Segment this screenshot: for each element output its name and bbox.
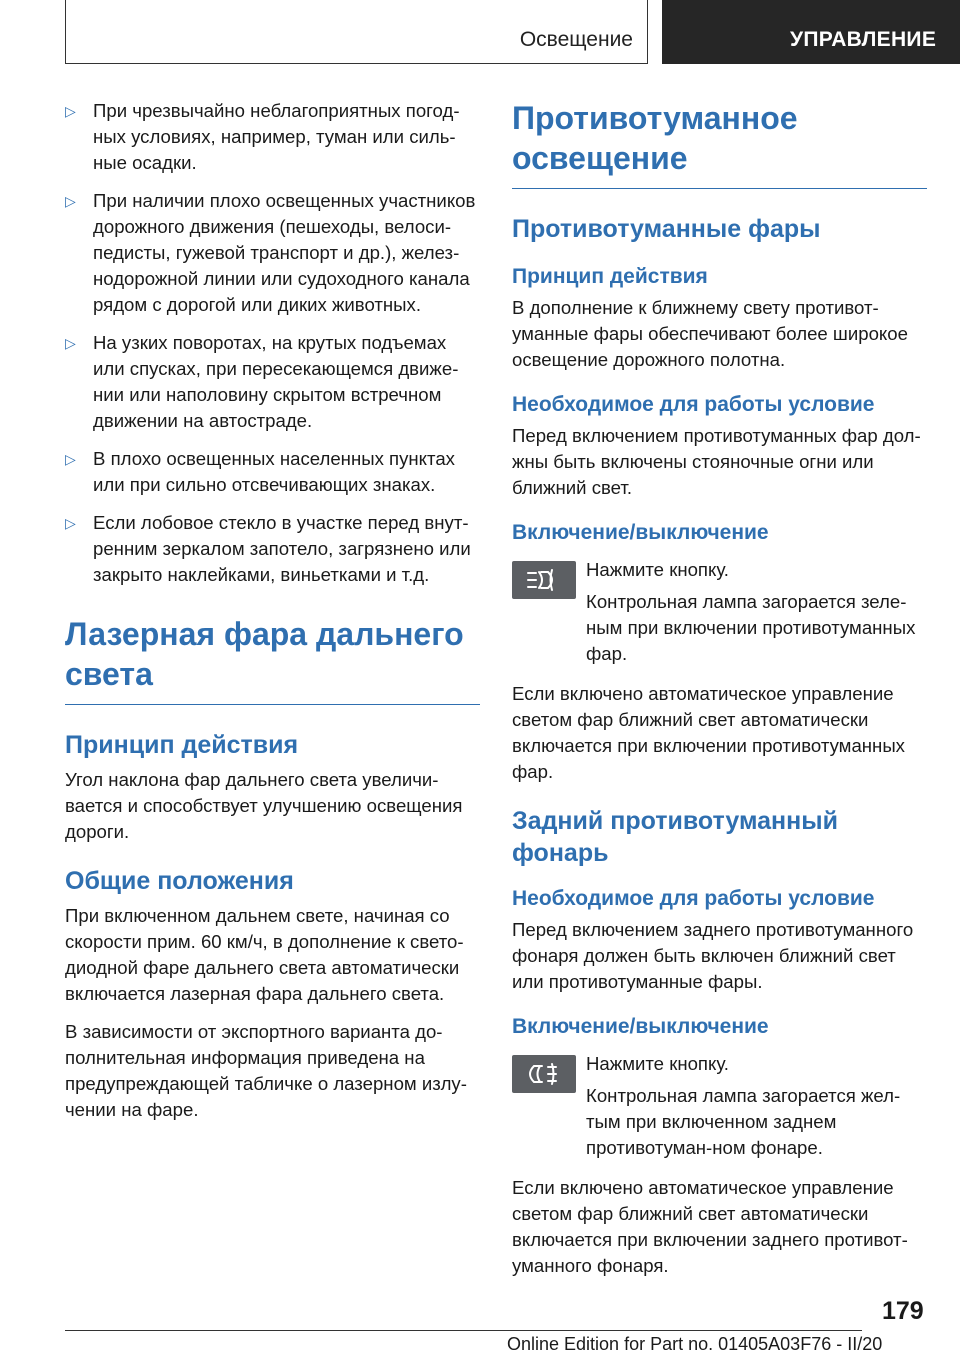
rear-requirement-text: Перед включением заднего противотуманного фонаря должен быть включен ближний свет или противотуманные фары. [512, 919, 914, 992]
front-fog-lamp-text: Контрольная лампа загорается зеле-ным при включении противотуманных фар. [586, 591, 916, 664]
list-item: ▷ При наличии плохо освещенных участников дорожного движения (пешеходы, велоси-педисты, гужевой транспорт и др.), желез-нодорожной линии или судоходного канала рядом с дорогой или диких животных. [65, 190, 476, 315]
rear-fog-press-text: Нажмите кнопку. [586, 1053, 729, 1074]
laser-general-title: Общие положения [65, 867, 294, 895]
fog-requirement-title: Необходимое для работы условие [512, 393, 875, 416]
list-item: ▷ На узких поворотах, на крутых подъемах или спусках, при пересекающемся движе-нии или наполовину скрытом встречном движении на автостраде. [65, 332, 459, 431]
left-column [65, 98, 480, 1123]
laser-principle-title: Принцип действия [65, 731, 299, 759]
list-item: ▷ При чрезвычайно неблагоприятных погод-ных условиях, например, туман или силь-ные осадки. [65, 100, 460, 173]
triangle-right-icon: ▷ [65, 515, 76, 531]
laser-general-text-1: При включенном дальнем свете, начиная со скорости прим. 60 км/ч, в дополнение к свето-диодной фаре дальнего света автоматически включается лазерная фара дальнего света. [65, 905, 464, 1004]
fog-requirement-text: Перед включением противотуманных фар дол-жны быть включены стояночные огни или ближний свет. [512, 425, 921, 498]
fog-principle-title: Принцип действия [512, 265, 708, 288]
fog-onoff-title: Включение/выключение [512, 521, 769, 544]
header-section: УПРАВЛЕНИЕ [790, 28, 937, 51]
right-column [512, 98, 927, 1279]
laser-principle-text: Угол наклона фар дальнего света увеличи-вается и способствует улучшению освещения дороги. [65, 769, 463, 842]
list-item: ▷ Если лобовое стекло в участке перед внут-ренним зеркалом запотело, загрязнено или закрыто наклейками, виньетками и т.д. [65, 512, 471, 585]
triangle-right-icon: ▷ [65, 451, 76, 467]
header-chapter: Освещение [519, 28, 633, 51]
front-fog-press-text: Нажмите кнопку. [586, 559, 729, 580]
triangle-right-icon: ▷ [65, 335, 76, 351]
list-item: ▷ В плохо освещенных населенных пунктах или при сильно отсвечивающих знаках. [65, 448, 455, 495]
rear-fog-auto-text: Если включено автоматическое управление светом фар ближний свет автоматически включается при включении заднего противот-уманного фонаря. [512, 1177, 908, 1276]
header-chapter-box [65, 0, 648, 64]
footer-divider [65, 1330, 862, 1331]
front-fog-button-row [512, 557, 927, 667]
footer-edition: Online Edition for Part no. 01405A03F76 - II/20 [507, 1334, 883, 1354]
front-fog-auto-text: Если включено автоматическое управление светом фар ближний свет автоматически включается при включении противотуманных фар. [512, 683, 905, 782]
rear-fog-title: Задний противотуманный фонарь [512, 807, 838, 867]
fog-section-title: Противотуманное освещение [512, 98, 927, 189]
rear-fog-button-row [512, 1051, 927, 1161]
laser-section-title: Лазерная фара дальнего света [65, 614, 480, 705]
laser-general-text-2: В зависимости от экспортного варианта до-полнительная информация приведена на предупреждающей табличке о лазерном излу-чении на фаре. [65, 1021, 467, 1120]
front-fog-title: Противотуманные фары [512, 215, 821, 243]
front-fog-light-icon [512, 561, 576, 599]
page-number: 179 [882, 1297, 924, 1325]
triangle-right-icon: ▷ [65, 193, 76, 209]
rear-requirement-title: Необходимое для работы условие [512, 887, 875, 910]
rear-fog-light-icon [512, 1055, 576, 1093]
rear-fog-lamp-text: Контрольная лампа загорается жел-тым при включенном заднем противотуман-ном фонаре. [586, 1085, 901, 1158]
conditions-list [65, 98, 480, 588]
header-section-box [662, 0, 960, 64]
fog-principle-text: В дополнение к ближнему свету противот-уманные фары обеспечивают более широкое освещение дорожного полотна. [512, 297, 908, 370]
rear-onoff-title: Включение/выключение [512, 1015, 769, 1038]
triangle-right-icon: ▷ [65, 103, 76, 119]
